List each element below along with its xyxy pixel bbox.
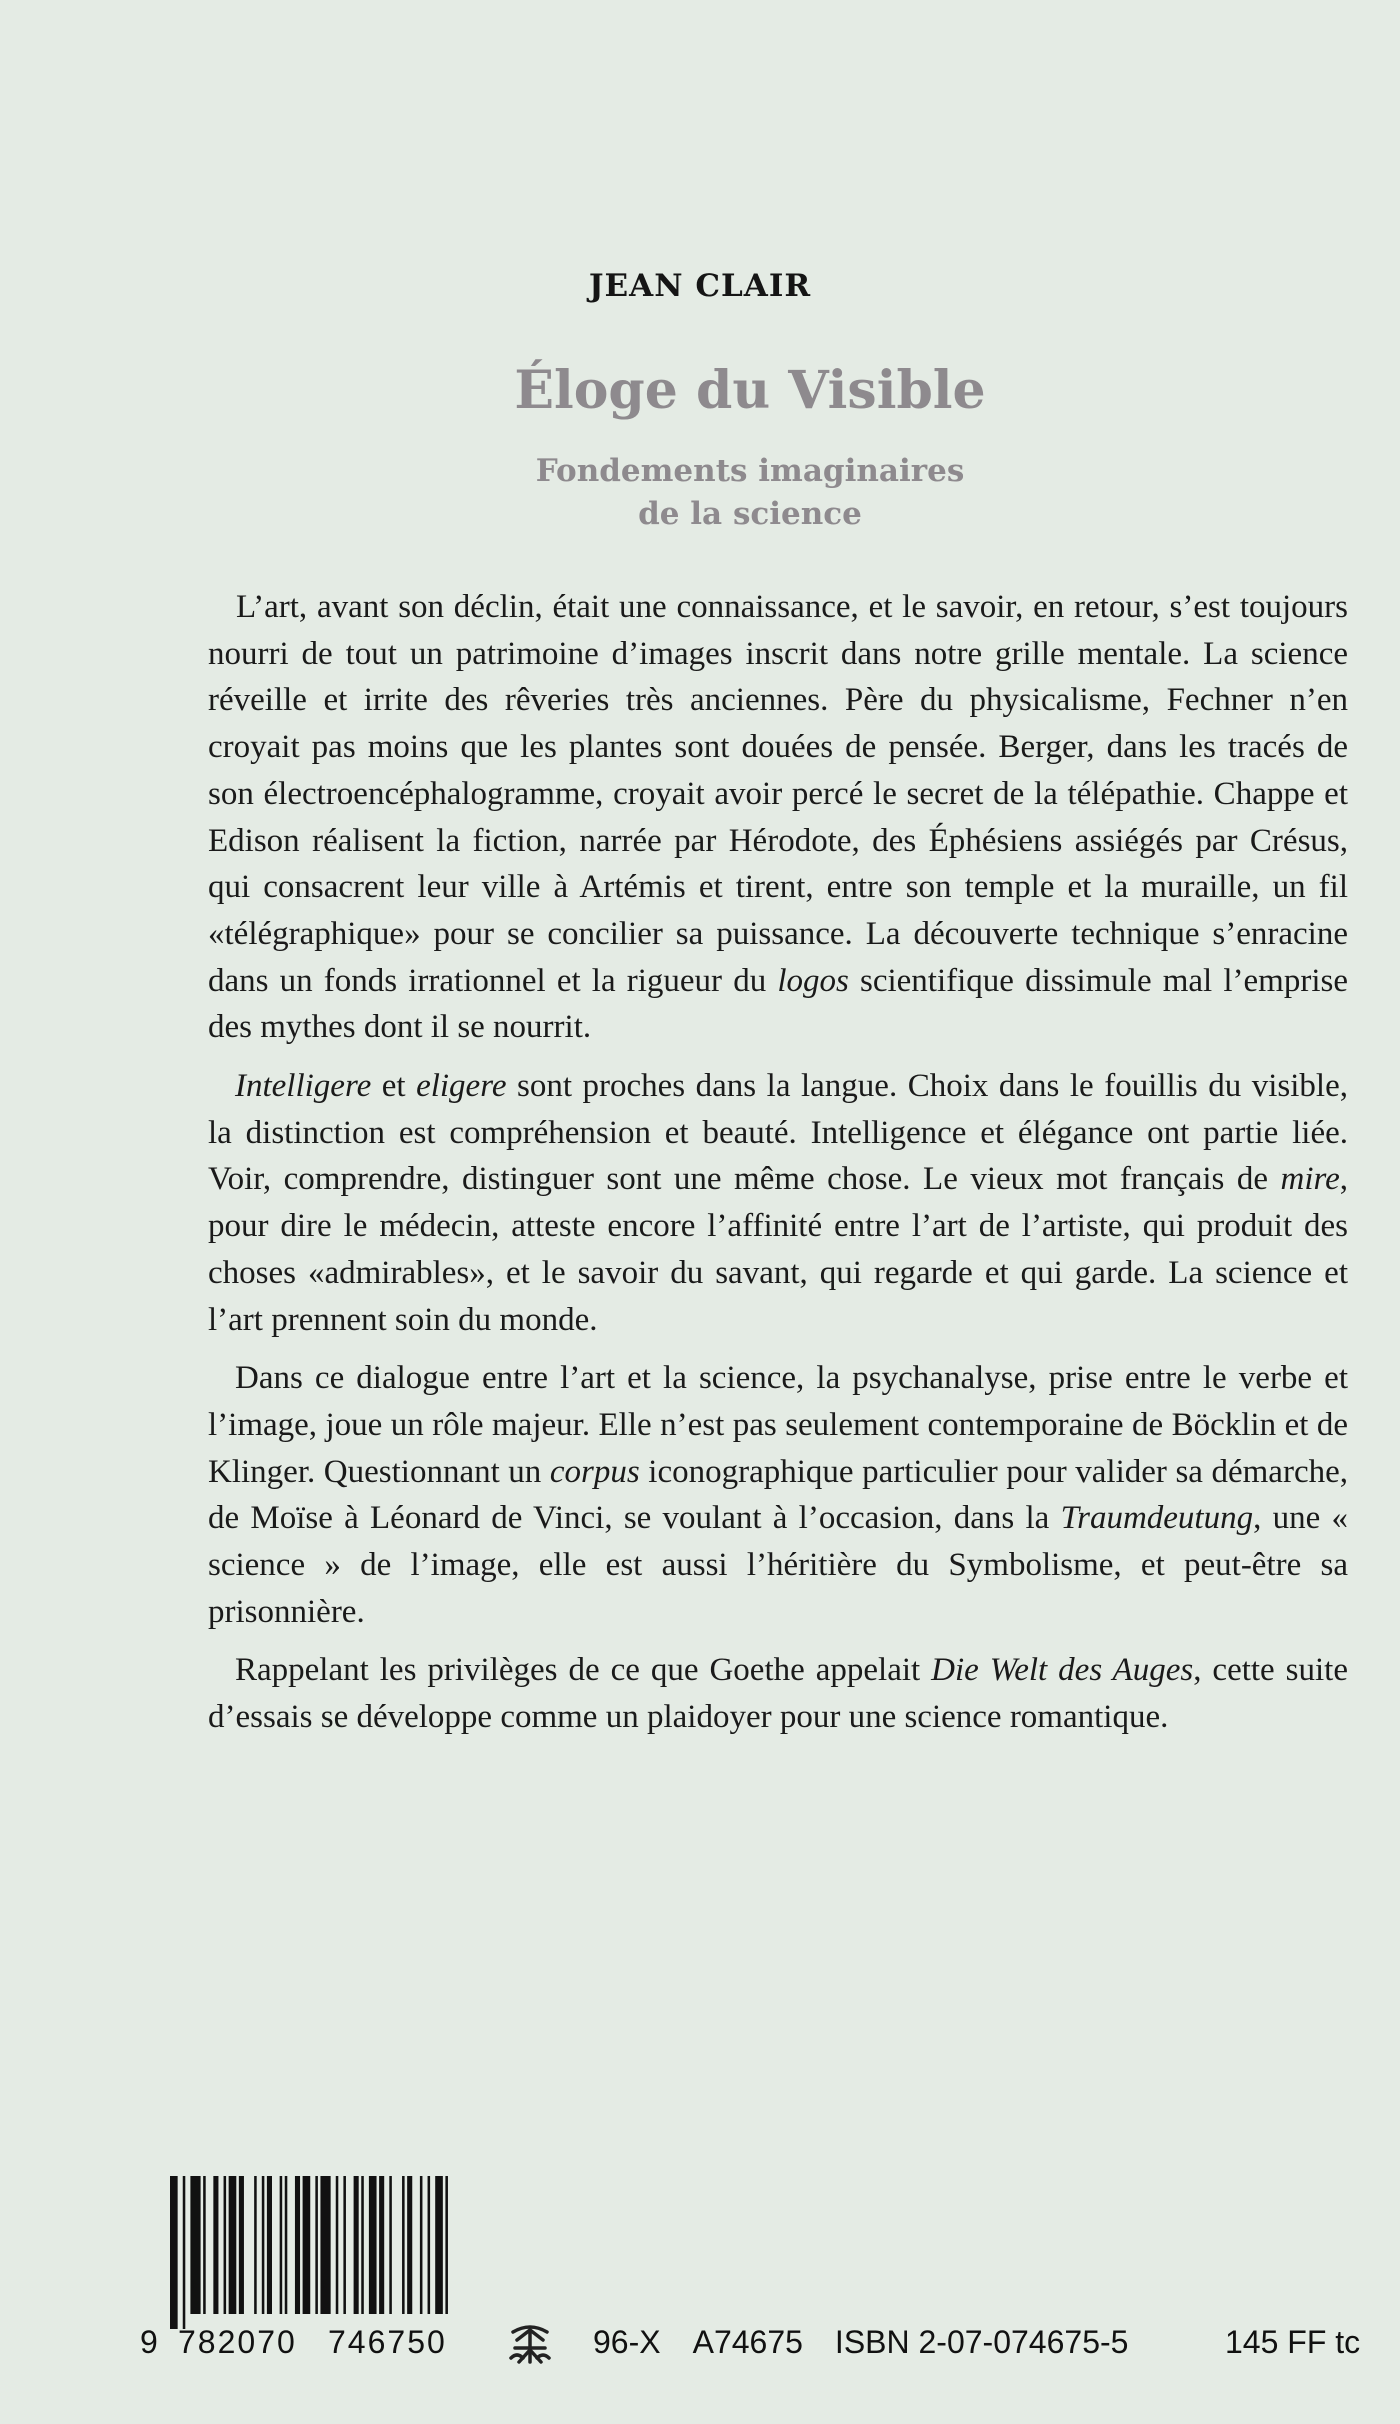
isbn-code: ISBN 2-07-074675-5 [834, 2324, 1129, 2360]
text-run: , cette suite d’essais se développe comme un plaidoyer pour une science romantique. [208, 1652, 1348, 1736]
blurb-paragraph [208, 1647, 1348, 1740]
barcode-bar [213, 2176, 218, 2314]
text-run: et [371, 1068, 417, 1105]
publisher-logo-icon [505, 2318, 555, 2368]
text-run: , une « science » de l’image, elle est aussi l’héritière du Symbolisme, et peut-être sa prisonnière. [208, 1500, 1348, 1630]
barcode-bar [190, 2176, 200, 2314]
text-run: Dans ce dialogue entre l’art et la science, la psychanalyse, prise entre le verbe et l’image, joue un rôle majeur. Elle n’est pas seulement contemporaine de Böcklin et de Klinger. Questionnant un [208, 1360, 1348, 1490]
book-title: Éloge du Visible [514, 360, 986, 421]
text-run-italic: eligere [416, 1068, 507, 1105]
text-run: sont proches dans la langue. Choix dans le fouillis du visible, la distinction est compréhension et beauté. Intelligence et élégance ont partie liée. Voir, comprendre, distinguer sont une même chose. Le vieux mot français de [208, 1068, 1348, 1198]
author-name: JEAN CLAIR [588, 268, 812, 304]
reference-code: A74675 [692, 2324, 803, 2360]
barcode-bar [402, 2176, 405, 2314]
barcode-bar [343, 2176, 346, 2314]
barcode-bar [369, 2176, 377, 2314]
barcode-bar [239, 2176, 244, 2314]
barcode-bars [170, 2176, 470, 2329]
text-run: scientifique dissimule mal l’emprise des mythes dont il se nourrit. [208, 962, 1348, 1046]
barcode-bar [315, 2176, 318, 2314]
barcode-bar [379, 2176, 384, 2314]
barcode-bar [203, 2176, 206, 2314]
barcode-bar [420, 2176, 423, 2314]
barcode-bar [320, 2176, 330, 2314]
subtitle-line-1: Fondements imaginaires [535, 453, 965, 489]
barcode-bar [183, 2176, 186, 2329]
barcode-bar [224, 2176, 227, 2314]
blurb-paragraph [208, 1063, 1348, 1343]
barcode-bar [428, 2176, 431, 2314]
book-subtitle [0, 450, 1400, 536]
barcode-bar [229, 2176, 237, 2314]
barcode-digit-first: 9 [140, 2324, 158, 2360]
barcode-bar [407, 2176, 412, 2314]
text-run: Rappelant les privilèges de ce que Goethe appelait [235, 1652, 932, 1689]
barcode-bar [435, 2176, 443, 2314]
barcode-bar [389, 2176, 392, 2314]
price-label: 145 FF tc [1225, 2324, 1361, 2360]
barcode-bar [262, 2176, 265, 2314]
barcode-bar [285, 2176, 288, 2314]
barcode-bar [170, 2176, 178, 2329]
text-run-italic: mire [1280, 1161, 1340, 1198]
barcode-bar [267, 2176, 272, 2314]
series-code: 96-X [593, 2324, 661, 2360]
blurb-paragraph [208, 1355, 1348, 1635]
barcode-digit-group-1: 782070 [178, 2324, 297, 2360]
barcode-bar [303, 2176, 311, 2314]
barcode-bar [254, 2176, 257, 2314]
barcode-bar [354, 2176, 359, 2314]
text-run: , pour dire le médecin, atteste encore l’affinité entre l’art de l’artiste, qui produit des choses «admirables», et le savoir du savant, qui regarde et qui garde. La science et l’art prennent soin du monde. [208, 1161, 1348, 1338]
text-run-italic: Traumdeutung [1060, 1500, 1254, 1537]
barcode-bar [445, 2176, 448, 2314]
book-codes [593, 2324, 1160, 2361]
barcode-bar [336, 2176, 339, 2314]
blurb-paragraph [208, 584, 1348, 1051]
text-run-italic: Die Welt des Auges [931, 1652, 1194, 1689]
barcode [170, 2176, 470, 2329]
barcode-bar [361, 2176, 364, 2314]
text-run-italic: logos [777, 962, 849, 999]
text-run-italic: Intelligere [235, 1068, 372, 1105]
text-run: L’art, avant son déclin, était une connaissance, et le savoir, en retour, s’est toujours nourri de tout un patrimoine d’images inscrit dans notre grille mentale. La science réveille et irrite des rêveries très anciennes. Père du physicalisme, Fechner n’en croyait pas moins que les plantes sont douées de pensée. Berger, dans les tracés de son électroencéphalogramme, croyait avoir percé le secret de la télépathie. Chappe et Edison réalisent la fiction, narrée par Hérodote, des Éphésiens assiégés par Crésus, qui consacrent leur ville à Artémis et tirent, entre son temple et la muraille, un fil «télégraphique» pour se concilier sa puissance. La découverte technique s’enracine dans un fonds irrationnel et la rigueur du [208, 589, 1348, 999]
text-run-italic: corpus [549, 1453, 640, 1490]
text-run: iconographique particulier pour valider sa démarche, de Moïse à Léonard de Vinci, se voulant à l’occasion, dans la [208, 1453, 1348, 1537]
barcode-bar [295, 2176, 300, 2314]
subtitle-line-2: de la science [638, 496, 862, 532]
barcode-digit-group-2: 746750 [328, 2324, 447, 2360]
blurb-text [208, 584, 1348, 1753]
barcode-bar [280, 2176, 283, 2314]
